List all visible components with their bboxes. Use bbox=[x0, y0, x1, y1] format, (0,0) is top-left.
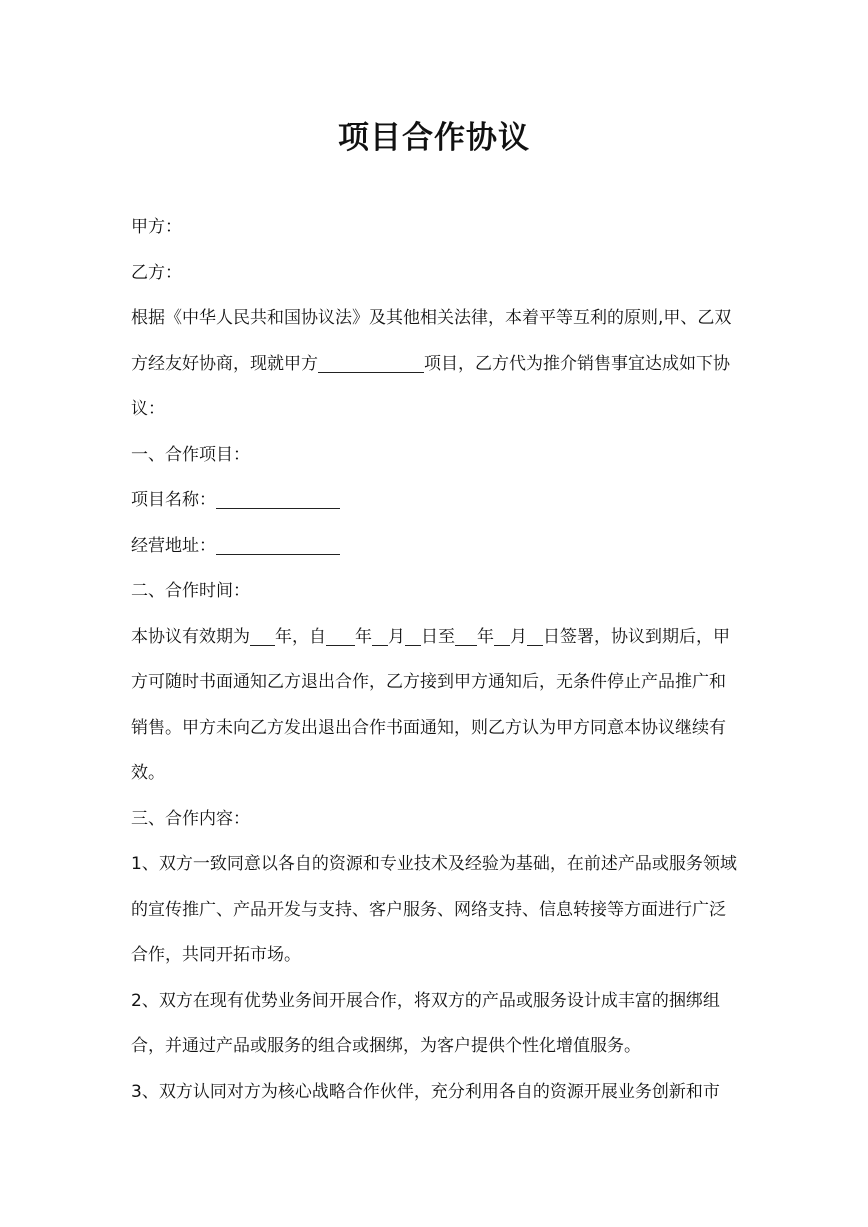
address-line bbox=[131, 524, 741, 570]
term-text: 日至 bbox=[421, 626, 455, 647]
start-month-blank bbox=[372, 623, 388, 646]
section-2-heading: 二、合作时间： bbox=[131, 581, 250, 601]
term-text: 日签署，协议到期后，甲方可随时书面通知乙方退出合作，乙方接到甲方通知后，无条件停止产品推广和销售。甲方未向乙方发出退出合作书面通知，则乙方认为甲方同意本协议继续有效。 bbox=[131, 626, 730, 783]
section-3-heading: 三、合作内容： bbox=[131, 808, 250, 829]
term-text: 年 bbox=[477, 626, 494, 647]
term-text: 年 bbox=[355, 626, 372, 647]
document-title: 项目合作协议 bbox=[338, 120, 530, 156]
end-day-blank bbox=[527, 623, 543, 646]
document-body bbox=[131, 205, 741, 1115]
term-text: 月 bbox=[510, 626, 527, 647]
term-text: 本协议有效期为 bbox=[131, 626, 250, 647]
party-a-line: 甲方： bbox=[131, 217, 182, 237]
end-month-blank bbox=[494, 623, 510, 646]
content-item-1: 1、双方一致同意以各自的资源和专业技术及经验为基础，在前述产品或服务领域的宣传推广、产品开发与支持、客户服务、网络支持、信息转接等方面进行广泛合作，共同开拓市场。 bbox=[131, 854, 737, 965]
intro-text-before-blank: 根据《中华人民共和国协议法》及其他相关法律，本着平等互利的原则,甲、乙双方经友好协商，现就甲方 bbox=[131, 308, 732, 374]
term-text: 月 bbox=[388, 626, 405, 647]
intro-paragraph bbox=[131, 296, 741, 433]
end-year-blank bbox=[455, 623, 477, 646]
section-1-heading: 一、合作项目： bbox=[131, 444, 250, 465]
address-label: 经营地址： bbox=[131, 535, 216, 556]
start-year-blank bbox=[326, 623, 355, 646]
term-paragraph bbox=[131, 615, 741, 797]
term-years-blank bbox=[250, 623, 275, 646]
start-day-blank bbox=[405, 623, 421, 646]
content-item-3: 3、双方认同对方为核心战略合作伙伴，充分利用各自的资源开展业务创新和市 bbox=[131, 1081, 720, 1102]
address-blank bbox=[216, 532, 340, 555]
project-name-label: 项目名称： bbox=[131, 490, 216, 510]
term-text: 年，自 bbox=[275, 626, 326, 647]
project-blank bbox=[318, 350, 424, 373]
project-name-line bbox=[131, 478, 741, 524]
intro-text-after-blank: 项目，乙方代为推介销售事宜达成如下协议： bbox=[131, 353, 730, 419]
content-item-2: 2、双方在现有优势业务间开展合作，将双方的产品或服务设计成丰富的捆绑组合，并通过产品或服务的组合或捆绑，为客户提供个性化增值服务。 bbox=[131, 990, 720, 1056]
party-b-line: 乙方： bbox=[131, 262, 182, 283]
project-name-blank bbox=[216, 486, 340, 509]
